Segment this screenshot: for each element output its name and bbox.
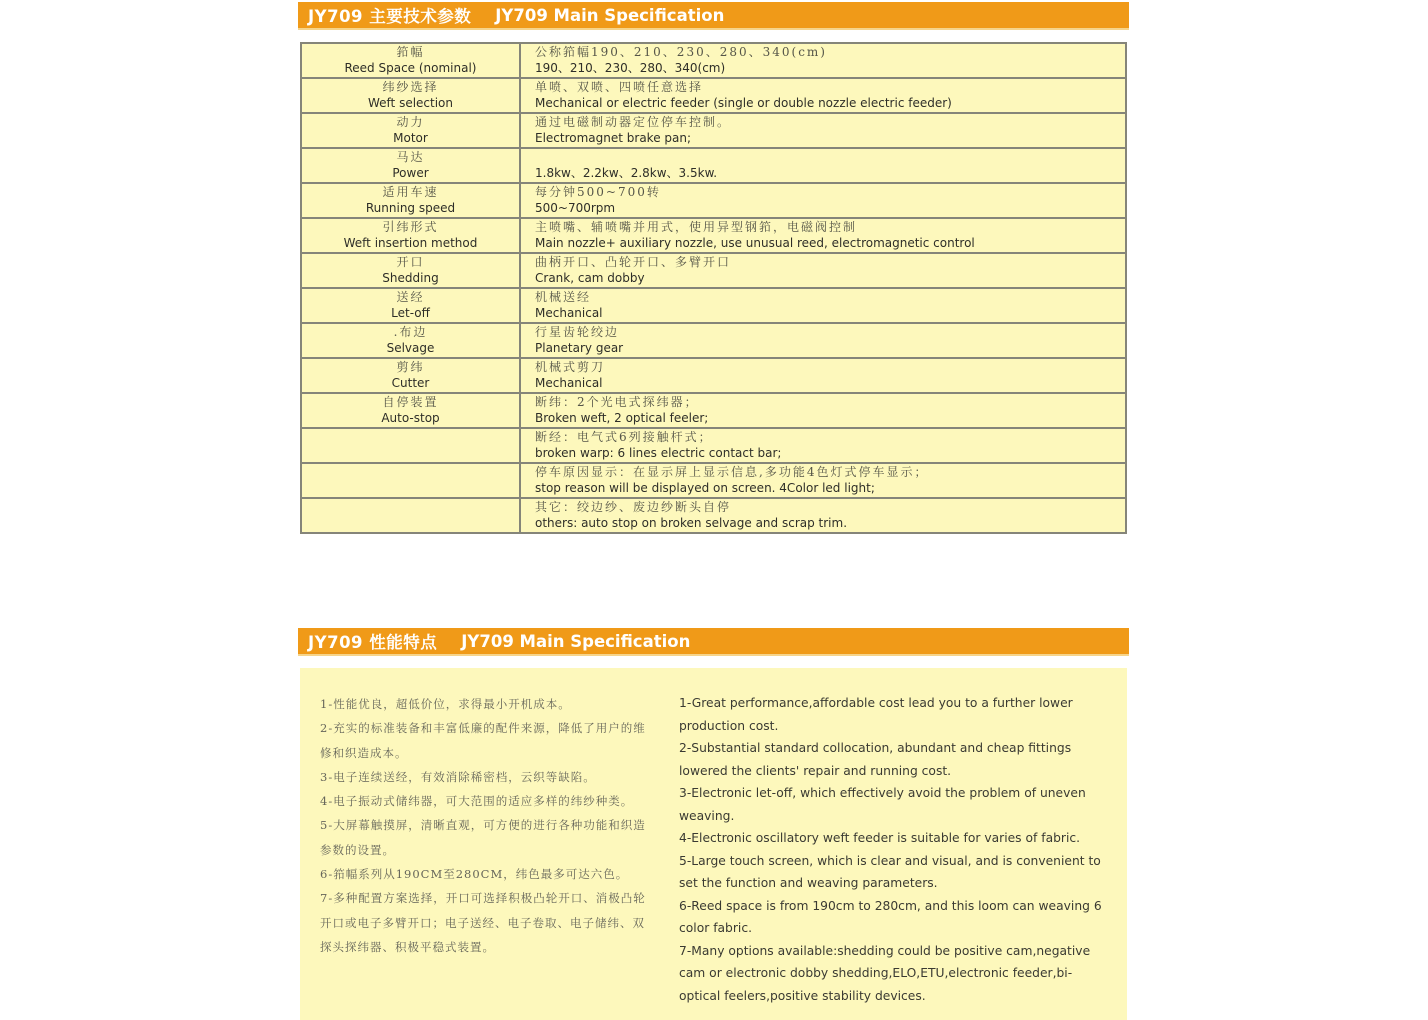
spec-label-cell <box>301 43 520 78</box>
spec-label-cell <box>301 218 520 253</box>
spec-label-cn: 剪纬 <box>396 360 425 374</box>
spec-label-cn: 马达 <box>396 150 425 164</box>
spec-value-cn: 断经：电气式6列接触杆式； <box>535 430 713 444</box>
spec-row <box>301 43 1126 78</box>
spec-label-cn: 开口 <box>396 255 425 269</box>
spec-label-cell <box>301 113 520 148</box>
spec-value-cn: 曲柄开口、凸轮开口、多臂开口 <box>535 255 732 269</box>
feature-item-en: 5-Large touch screen, which is clear and visual, and is convenient to set the function and weaving parameters. <box>679 853 1101 890</box>
spec-label-cell <box>301 393 520 428</box>
spec-label-en: Weft selection <box>367 96 453 110</box>
feature-item-cn: 1-性能优良，超低价位，求得最小开机成本。 <box>320 697 571 711</box>
spec-label-cell <box>301 183 520 218</box>
spec-label-cell <box>301 78 520 113</box>
spec-value-cn: 通过电磁制动器定位停车控制。 <box>535 115 732 129</box>
spec-label-en: Motor <box>393 131 428 145</box>
spec-value-en: Electromagnet brake pan; <box>535 131 692 145</box>
spec-value-cell <box>520 498 1126 533</box>
feature-item-en: 1-Great performance,affordable cost lead you to a further lower production cost. <box>679 696 1073 733</box>
spec-label-en: Selvage <box>386 341 435 355</box>
spec-value-en: 190、210、230、280、340(cm) <box>535 61 726 75</box>
spec-value-cn: 停车原因显示：在显示屏上显示信息,多功能4色灯式停车显示； <box>535 465 929 479</box>
features-section-header <box>298 628 1129 656</box>
spec-value-cn: 主喷嘴、辅喷嘴并用式，使用异型钢筘，电磁阀控制 <box>535 220 858 234</box>
spec-value-en: 500~700rpm <box>535 201 616 215</box>
spec-value-cell <box>520 463 1126 498</box>
feature-item-en: 4-Electronic oscillatory weft feeder is suitable for varies of fabric. <box>679 831 1081 845</box>
feature-item-en: 3-Electronic let-off, which effectively avoid the problem of uneven weaving. <box>679 786 1086 823</box>
spec-value-cell <box>520 183 1126 218</box>
spec-value-en: Mechanical <box>535 306 603 320</box>
spec-row <box>301 288 1126 323</box>
spec-label-cn: .布边 <box>393 325 428 339</box>
spec-value-cell <box>520 393 1126 428</box>
feature-item-cn: 5-大屏幕触摸屏，清晰直观，可方便的进行各种功能和织造参数的设置。 <box>320 818 646 857</box>
spec-value-cell <box>520 113 1126 148</box>
spec-row <box>301 498 1126 533</box>
spec-value-en: Crank, cam dobby <box>535 271 645 285</box>
spec-label-en: Let-off <box>391 306 430 320</box>
spec-value-en: 1.8kw、2.2kw、2.8kw、3.5kw. <box>535 166 718 180</box>
spec-label-cn: 送经 <box>396 290 425 304</box>
spec-label-cn: 适用车速 <box>382 185 439 199</box>
spec-header-en: JY709 Main Specification <box>495 5 725 25</box>
features-list-en <box>679 692 1109 1007</box>
spec-value-en: Mechanical or electric feeder (single or double nozzle electric feeder) <box>535 96 952 110</box>
features-header-cn: JY709 性能特点 <box>308 633 438 652</box>
spec-value-cell <box>520 323 1126 358</box>
spec-row <box>301 218 1126 253</box>
feature-item-en: 6-Reed space is from 190cm to 280cm, and this loom can weaving 6 color fabric. <box>679 898 1102 935</box>
spec-row <box>301 148 1126 183</box>
spec-label-cell <box>301 148 520 183</box>
spec-label-en: Cutter <box>391 376 430 390</box>
spec-value-cn: 机械式剪刀 <box>535 360 606 374</box>
spec-value-en: others: auto stop on broken selvage and scrap trim. <box>535 516 848 530</box>
spec-row <box>301 183 1126 218</box>
spec-value-cn: 每分钟500~700转 <box>535 185 661 199</box>
spec-row <box>301 253 1126 288</box>
spec-value-en: Main nozzle+ auxiliary nozzle, use unusual reed, electromagnetic control <box>535 236 975 250</box>
spec-row <box>301 428 1126 463</box>
spec-row <box>301 78 1126 113</box>
spec-value-cell <box>520 358 1126 393</box>
spec-value-cell <box>520 428 1126 463</box>
spec-value-en: broken warp: 6 lines electric contact bar; <box>535 446 782 460</box>
spec-section-header <box>298 2 1129 30</box>
spec-row <box>301 323 1126 358</box>
feature-item-cn: 4-电子振动式储纬器，可大范围的适应多样的纬纱种类。 <box>320 794 634 809</box>
spec-label-en: Auto-stop <box>381 411 440 425</box>
spec-row <box>301 393 1126 428</box>
spec-label-cn: 动力 <box>396 115 425 129</box>
spec-value-en: Broken weft, 2 optical feeler; <box>535 411 709 425</box>
spec-value-en: Planetary gear <box>535 341 624 355</box>
spec-value-cn: 行星齿轮绞边 <box>535 325 620 339</box>
feature-item-en: 2-Substantial standard collocation, abundant and cheap fittings lowered the clients' repair and running cost. <box>679 741 1072 778</box>
spec-value-cn: 机械送经 <box>535 290 592 304</box>
spec-value-en: Mechanical <box>535 376 603 390</box>
features-header-en: JY709 Main Specification <box>461 631 691 651</box>
spec-label-cell <box>301 428 520 463</box>
spec-label-cell <box>301 463 520 498</box>
spec-value-cn: 断纬：2个光电式探纬器； <box>535 395 699 409</box>
spec-table <box>300 42 1127 534</box>
spec-header-cn: JY709 主要技术参数 <box>308 7 472 26</box>
spec-label-en: Running speed <box>365 201 456 215</box>
features-panel <box>300 668 1127 1020</box>
feature-item-cn: 7-多种配置方案选择，开口可选择积极凸轮开口、消极凸轮开口或电子多臂开口；电子送经、电子卷取、电子储纬、双探头探纬器、积极平稳式装置。 <box>320 891 646 954</box>
spec-label-cn: 纬纱选择 <box>382 80 439 94</box>
spec-label-cell <box>301 498 520 533</box>
spec-label-en: Weft insertion method <box>343 236 478 250</box>
spec-row <box>301 113 1126 148</box>
spec-label-cn: 自停装置 <box>382 395 439 409</box>
spec-value-cn: 单喷、双喷、四喷任意选择 <box>535 80 704 94</box>
spec-label-en: Shedding <box>382 271 439 285</box>
feature-item-cn: 2-充实的标准装备和丰富低廉的配件来源，降低了用户的维修和织造成本。 <box>320 721 646 760</box>
feature-item-en: 7-Many options available:shedding could be positive cam,negative cam or electronic dobby shedding,ELO,ETU,electronic feeder,bi-optical feelers,positive stability devices. <box>679 943 1091 1003</box>
spec-label-cn: 筘幅 <box>396 45 425 59</box>
spec-value-cell <box>520 288 1126 323</box>
spec-label-cn: 引纬形式 <box>382 220 439 234</box>
spec-label-en: Reed Space (nominal) <box>344 61 477 75</box>
spec-value-cn: 公称筘幅190、210、230、280、340(cm) <box>535 45 827 59</box>
spec-value-cell <box>520 253 1126 288</box>
spec-value-cell <box>520 78 1126 113</box>
spec-label-cell <box>301 358 520 393</box>
spec-label-cell <box>301 323 520 358</box>
spec-value-cn: 其它：绞边纱、废边纱断头自停 <box>535 500 732 514</box>
spec-label-en: Power <box>392 166 429 180</box>
spec-value-cell <box>520 43 1126 78</box>
features-list-cn <box>320 692 655 959</box>
spec-row <box>301 358 1126 393</box>
feature-item-cn: 6-筘幅系列从190CM至280CM，纬色最多可达六色。 <box>320 867 629 882</box>
spec-label-cell <box>301 253 520 288</box>
spec-value-en: stop reason will be displayed on screen. 4Color led light; <box>535 481 875 495</box>
spec-row <box>301 463 1126 498</box>
spec-value-cn <box>535 149 1125 165</box>
spec-value-cell <box>520 148 1126 183</box>
spec-label-cell <box>301 288 520 323</box>
feature-item-cn: 3-电子连续送经，有效消除稀密档，云织等缺陷。 <box>320 769 596 784</box>
spec-value-cell <box>520 218 1126 253</box>
